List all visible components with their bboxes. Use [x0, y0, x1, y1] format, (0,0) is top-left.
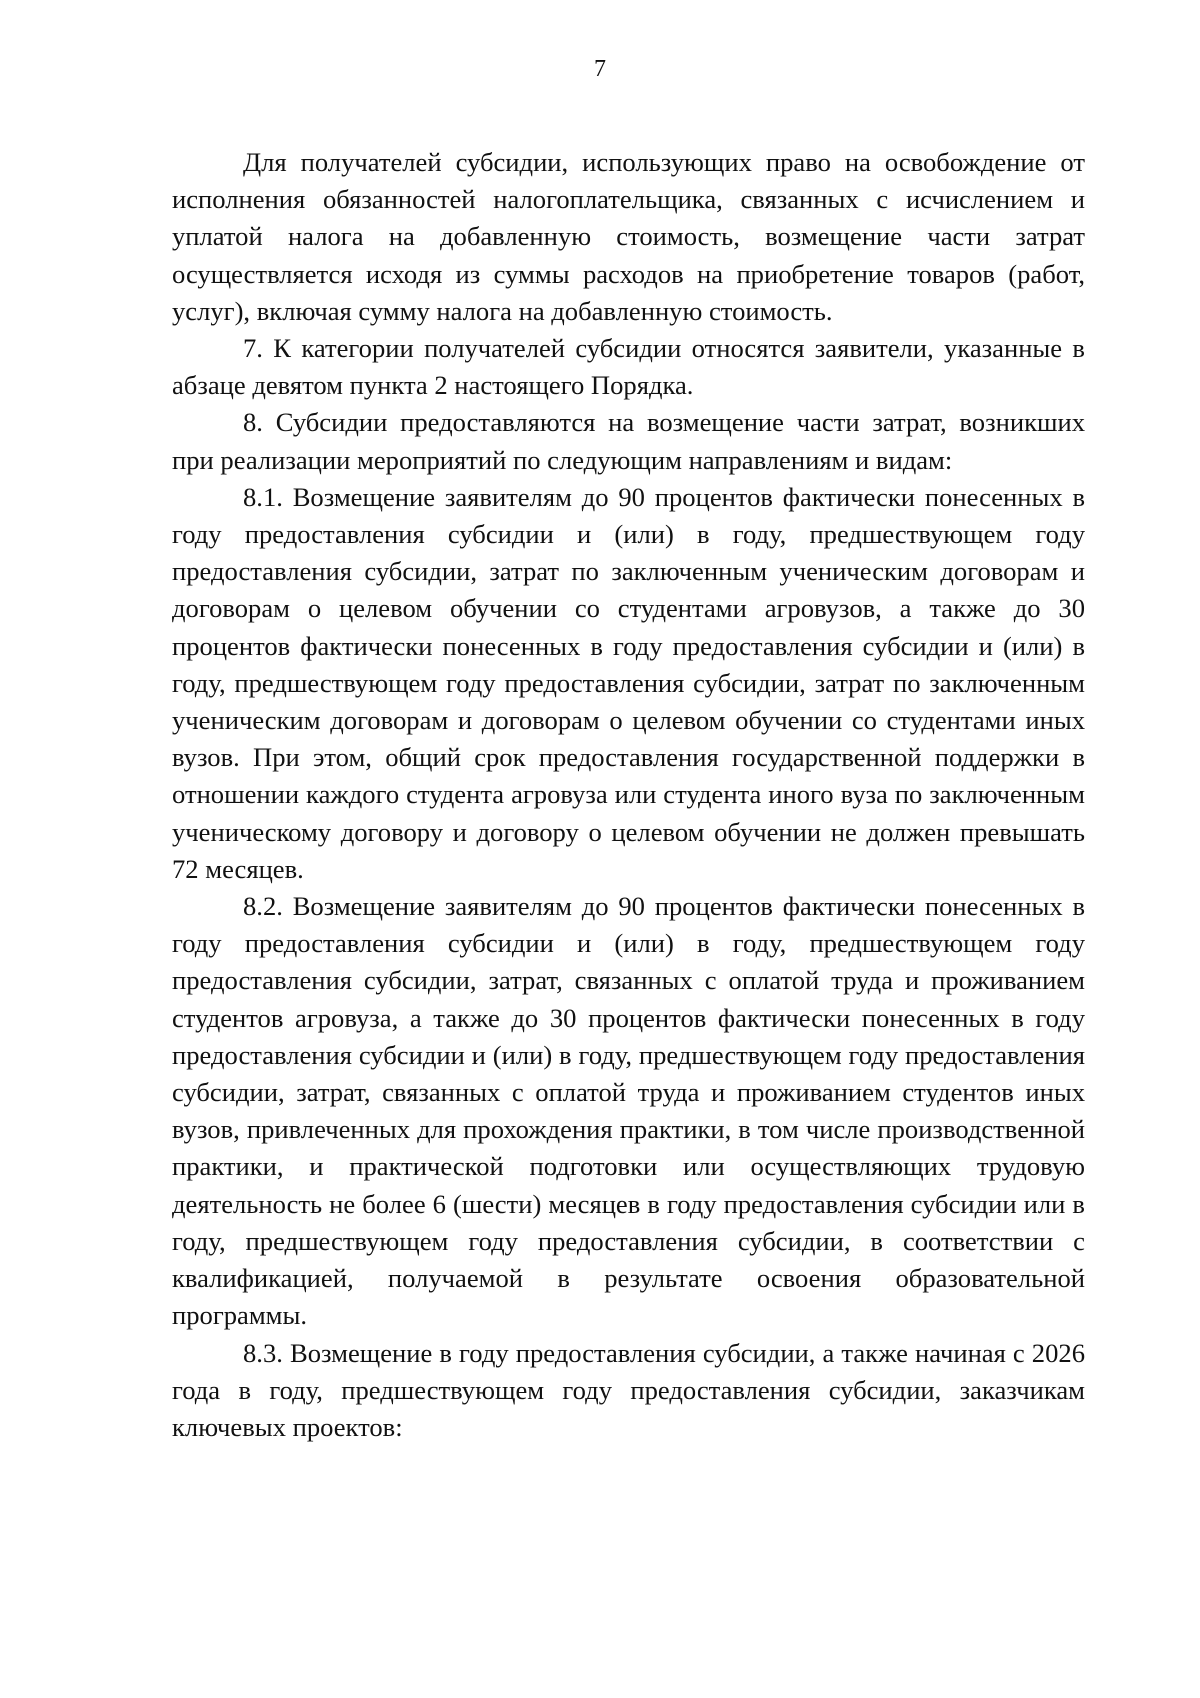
paragraph-8-3-key-projects: 8.3. Возмещение в году предоставления субсидии, а также начиная с 2026 года в году, предшествующем году предоставления субсидии, заказчикам ключевых проектов: [172, 1337, 1085, 1442]
page-number: 7 [594, 56, 606, 82]
paragraph-8-1-training-contracts: 8.1. Возмещение заявителям до 90 процентов фактически понесенных в году предоставления субсидии и (или) в году, предшествующем году предоставления субсидии, затрат по заключенным ученическим договорам и договорам о целевом обучении со студентами агровузов, а также до 30 процентов фактически понесенных в году предоставления субсидии и (или) в году, предшествующем году предоставления субсидии, затрат по заключенным ученическим договорам и договорам о целевом обучении со студентами иных вузов. При этом, общий срок предоставления государственной поддержки в отношении каждого студента агровуза или студента иного вуза по заключенным ученическому договору и договору о целевом обучении не должен превышать 72 месяцев. [172, 481, 1085, 884]
paragraph-vat-exemption: Для получателей субсидии, использующих право на освобождение от исполнения обязанностей налогоплательщика, связанных с исчислением и уплатой налога на добавленную стоимость, возмещение части затрат осуществляется исходя из суммы расходов на приобретение товаров (работ, услуг), включая сумму налога на добавленную стоимость. [172, 147, 1085, 326]
paragraph-8-2-labor-and-housing: 8.2. Возмещение заявителям до 90 процентов фактически понесенных в году предоставления субсидии и (или) в году, предшествующем году предоставления субсидии, затрат, связанных с оплатой труда и проживанием студентов агровуза, а также до 30 процентов фактически понесенных в году предоставления субсидии и (или) в году, предшествующем году предоставления субсидии, затрат, связанных с оплатой труда и проживанием студентов иных вузов, привлеченных для прохождения практики, в том числе производственной практики, и практической подготовки или осуществляющих трудовую деятельность не более 6 (шести) месяцев в году предоставления субсидии или в году, предшествующем году предоставления субсидии, в соответствии с квалификацией, получаемой в результате освоения образовательной программы. [172, 891, 1085, 1331]
document-body [172, 144, 1085, 1446]
paragraph-7-recipient-category: 7. К категории получателей субсидии относятся заявители, указанные в абзаце девятом пункта 2 настоящего Порядка. [172, 333, 1085, 401]
paragraph-8-subsidy-directions: 8. Субсидии предоставляются на возмещение части затрат, возникших при реализации мероприятий по следующим направлениям и видам: [172, 407, 1085, 475]
